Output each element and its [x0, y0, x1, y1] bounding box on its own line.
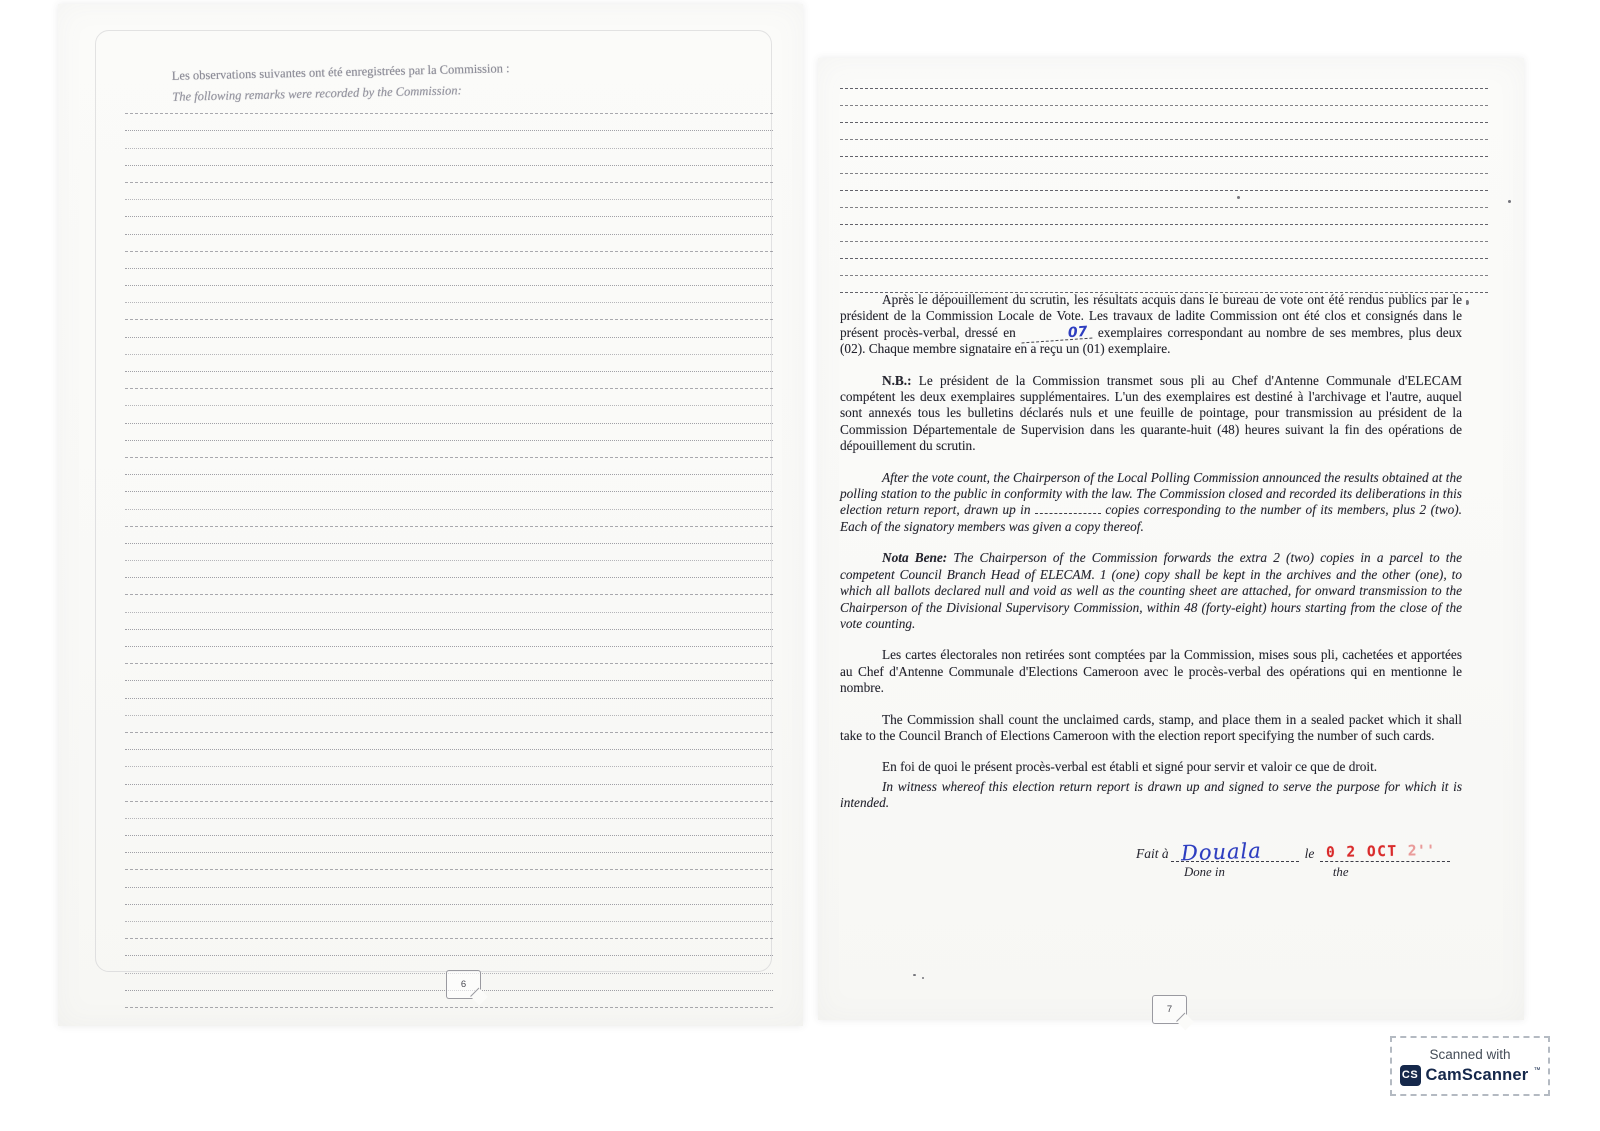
ruled-line: [125, 97, 773, 114]
ruled-line: [125, 475, 773, 492]
ruled-line: [125, 613, 773, 630]
ruled-line: [125, 320, 773, 337]
ruled-line: [125, 664, 773, 681]
ruled-line: [125, 630, 773, 647]
header-text-french: Les observations suivantes ont été enregistrées par la Commission :: [171, 61, 510, 83]
body-text: [840, 292, 1462, 812]
the-label: the: [1332, 865, 1349, 879]
le-label: le: [1304, 846, 1315, 861]
paragraph: [840, 550, 1462, 632]
text-run: exemplaires correspondant au nombre de ses membres, plus deux (02). Chaque membre signataire en a reçu un (01) exemplaire.: [840, 324, 1462, 357]
paragraph: [840, 373, 1462, 455]
left-page: [58, 4, 803, 1026]
ruled-line: [840, 225, 1488, 242]
ruled-line: [125, 424, 773, 441]
ruled-line: [125, 303, 773, 320]
camscanner-logo-row: [1400, 1065, 1541, 1086]
fait-a-label: Fait à: [1136, 846, 1169, 861]
paragraph: [840, 647, 1462, 696]
text-run: In witness whereof this election return report is drawn up and signed to serve the purpose for which it is intended.: [840, 778, 1462, 811]
ruled-line: [840, 191, 1488, 208]
ruled-line: [125, 733, 773, 750]
text-run: After the vote count, the Chairperson of the Local Polling Commission announced the results obtained at the polling station to the public in conformity with the law. The Commission closed and recorded its deliberations in this election return report, drawn up in: [840, 469, 1462, 518]
scan-speck: [913, 974, 916, 976]
text-run: The Commission shall count the unclaimed cards, stamp, and place them in a sealed packet which it shall take to the Council Branch of Elections Cameroon with the election report specifying the number of such cards.: [840, 711, 1462, 743]
bold-run: N.B.:: [882, 372, 912, 388]
ruled-line: [125, 492, 773, 509]
ruled-line: [125, 578, 773, 595]
ruled-lines-right: [840, 72, 1488, 293]
ruled-line: [125, 114, 773, 131]
ruled-line: [840, 259, 1488, 276]
ruled-line: [125, 441, 773, 458]
ruled-line: [125, 372, 773, 389]
text-run: copies corresponding to the number of its members, plus 2 (two). Each of the signatory members was given a copy thereof.: [840, 502, 1462, 534]
scanned-with-label: Scanned with: [1429, 1046, 1511, 1062]
header-text-english: The following remarks were recorded by the Commission:: [172, 82, 462, 104]
ruled-line: [125, 888, 773, 905]
ruled-line: [125, 458, 773, 475]
ruled-line: [840, 72, 1488, 89]
ruled-line: [125, 235, 773, 252]
done-in-label: Done in: [1184, 865, 1225, 879]
ruled-line: [125, 269, 773, 286]
paragraph: [840, 779, 1462, 812]
ruled-line: [125, 561, 773, 578]
scan-speck: [922, 977, 924, 979]
paragraph: [840, 470, 1462, 536]
ruled-line: [125, 527, 773, 544]
ruled-line: [840, 89, 1488, 106]
date-stamp: [1326, 843, 1436, 861]
ruled-line: [125, 595, 773, 612]
ruled-line: [125, 939, 773, 956]
date-blank-line: [1320, 845, 1450, 862]
ruled-line: [125, 544, 773, 561]
ruled-line: [125, 785, 773, 802]
ruled-line: [125, 389, 773, 406]
scan-speck: [1508, 200, 1511, 203]
bold-run: Nota Bene:: [882, 550, 948, 566]
right-page: [818, 58, 1524, 1020]
camscanner-label: CamScanner: [1425, 1065, 1529, 1084]
ruled-line: [125, 406, 773, 423]
ruled-line: [125, 767, 773, 784]
ruled-line: [125, 286, 773, 303]
text-run: Les cartes électorales non retirées sont comptées par la Commission, mises sous pli, cachetées et apportées au Chef d'Antenne Communale d'Elections Cameroon avec le procès-verbal des opérations qui en mentionne le nombre.: [840, 647, 1462, 696]
ruled-line: [125, 750, 773, 767]
scan-speck: [1237, 196, 1240, 199]
ruled-line: [840, 276, 1488, 293]
ruled-line: [125, 355, 773, 372]
ruled-lines-left: [125, 97, 773, 1008]
ruled-line: [125, 338, 773, 355]
ruled-line: [125, 183, 773, 200]
text-run: Après le dépouillement du scrutin, les résultats acquis dans le bureau de vote ont été rendus publics par le président de la Commission Locale de Vote. Les travaux de ladite Commission ont été clos et consignés dans le présent procès-verbal, dressé en: [840, 292, 1462, 340]
ruled-line: [125, 905, 773, 922]
date-stamp-faded: 2'': [1408, 843, 1437, 860]
ruled-line: [840, 123, 1488, 140]
ruled-line: [840, 174, 1488, 191]
text-run: The Chairperson of the Commission forwards the extra 2 (two) copies in a parcel to the competent Council Branch Head of ELECAM. 1 (one) copy shall be kept in the archives and the other (one), to which all ballots declared null and void as well as the counting sheet are attached, for onward transmission to the Chairperson of the Divisional Supervisory Commission, within 48 (forty-eight) hours starting from the close of the vote counting.: [840, 550, 1462, 631]
ruled-line: [125, 699, 773, 716]
text-run: Le président de la Commission transmet sous pli au Chef d'Antenne Communale d'ELECAM compétent les deux exemplaires supplémentaires. L'un des exemplaires est destiné à l'archivage et l'autre, auquel sont annexés tous les bulletins déclarés nuls et une feuille de pointage, pour transmission au président de la Commission Départementale de Supervision dans les quarante-huit (48) heures suivant la fin des opérations de dépouillement du scrutin.: [840, 372, 1462, 454]
ruled-line: [125, 510, 773, 527]
ruled-line: [840, 140, 1488, 157]
ruled-line: [125, 131, 773, 148]
date-stamp-main: 0 2 OCT: [1326, 843, 1399, 861]
trademark-symbol: ™: [1533, 1066, 1541, 1074]
page-number-left: 6: [460, 979, 467, 990]
ruled-line: [125, 166, 773, 183]
ruled-line: [125, 149, 773, 166]
ruled-line: [125, 802, 773, 819]
ruled-line: [125, 853, 773, 870]
ruled-line: [840, 242, 1488, 259]
ruled-line: [125, 681, 773, 698]
page-number-box-left: [446, 970, 481, 999]
text-run: En foi de quoi le présent procès-verbal est établi et signé pour servir et valoir ce que de droit.: [882, 759, 1378, 775]
scan-speck: [1466, 300, 1469, 305]
paragraph: [840, 712, 1462, 745]
ruled-line: [125, 217, 773, 234]
ruled-line: [840, 106, 1488, 123]
page-number-box-right: [1152, 995, 1187, 1024]
handwritten-run: 07: [1021, 326, 1093, 343]
signature-block: [1136, 838, 1456, 880]
ruled-line: [125, 716, 773, 733]
place-blank-line: [1171, 838, 1299, 866]
ruled-line: [125, 647, 773, 664]
page-number-right: 7: [1166, 1004, 1173, 1015]
ruled-line: [125, 252, 773, 269]
ruled-line: [125, 836, 773, 853]
ruled-line: [840, 208, 1488, 225]
ruled-line: [125, 922, 773, 939]
blank-run: [1035, 502, 1101, 514]
cs-logo-icon: CS: [1400, 1065, 1421, 1086]
ruled-line: [125, 870, 773, 887]
paragraph: [840, 759, 1462, 775]
camscanner-badge: [1390, 1036, 1550, 1096]
ruled-line: [840, 157, 1488, 174]
handwritten-place: Douala: [1180, 838, 1262, 866]
ruled-line: [125, 200, 773, 217]
paragraph: [840, 292, 1462, 358]
ruled-line: [125, 819, 773, 836]
